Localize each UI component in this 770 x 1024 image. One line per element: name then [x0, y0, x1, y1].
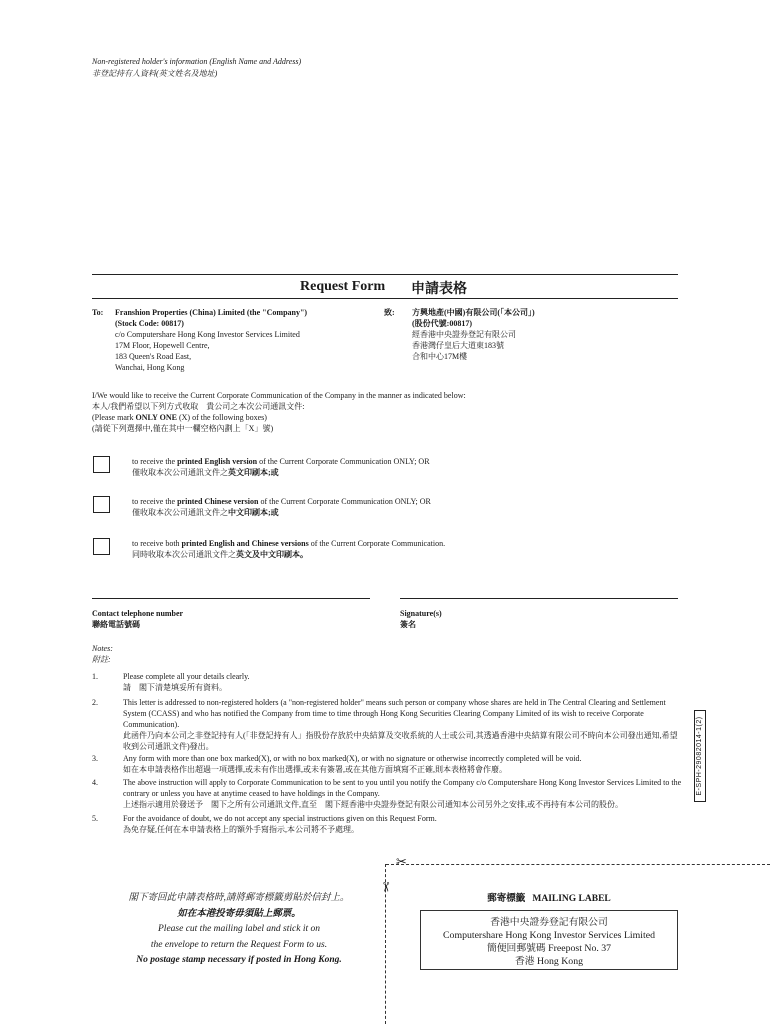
note-5 [123, 813, 683, 835]
option-both-zh-pre: 同時收取本次公司通訊文件之 [132, 550, 236, 559]
to-line-registrar: c/o Computershare Hong Kong Investor Services Limited [115, 330, 300, 339]
signature-line[interactable] [400, 598, 678, 599]
title-top-rule [92, 274, 678, 275]
option-english-pre: to receive the [132, 457, 178, 466]
note-2 [123, 697, 683, 752]
intro-line1-en: I/We would like to receive the Current Corporate Communication of the Company in the manner as indicated below: [92, 391, 466, 400]
mailing-instructions-en2: the envelope to return the Request Form to us. [150, 939, 328, 950]
mailing-label-title-en: MAILING LABEL [532, 894, 611, 904]
note-2-zh: 此函件乃向本公司之非登記持有人(「非登記持有人」指股份存放於中央結算及交收系統的人士或公司,其透過香港中央結算有限公司不時向本公司發出通知,希望收到公司通訊文件)發出。 [123, 731, 678, 751]
intro-line2-bold: ONLY ONE [135, 413, 177, 422]
cut-line-horizontal [386, 864, 770, 865]
to-zh-street: 香港灣仔皇后大道東183號 [412, 341, 504, 350]
note-3-en: Any form with more than one box marked(X), or with no box marked(X), or with no signature or otherwise incorrectly completed will be void. [123, 754, 582, 763]
holder-info-en: Non-registered holder's information (English Name and Address) [92, 57, 302, 66]
intro-line2 [92, 412, 692, 423]
contact-phone-label-zh: 聯絡電話號碼 [92, 620, 140, 629]
side-code: E-SPH-29082014-1(2) [694, 710, 706, 802]
to-label-zh: 致: [384, 308, 395, 317]
contact-phone-label [92, 608, 183, 630]
intro-line2-post: (X) of the following boxes) [176, 413, 267, 422]
mailing-label-line3: 簡便回郵號碼 Freepost No. 37 [486, 943, 612, 954]
note-4-num: 4. [92, 778, 98, 787]
option-both-zh-bold: 英文及中文印刷本。 [236, 550, 308, 559]
intro-line1-zh: 本人/我們希望以下列方式收取 貴公司之本次公司通訊文件: [92, 402, 305, 411]
note-2-num: 2. [92, 698, 98, 707]
mailing-label-address [421, 911, 677, 968]
note-1 [123, 671, 683, 693]
note-4 [123, 777, 683, 810]
option-english-post: of the Current Corporate Communication ONLY; OR [257, 457, 430, 466]
mailing-label-title [420, 893, 678, 905]
note-4-en: The above instruction will apply to Corporate Communication to be sent to you until you notify the Company c/o Computershare Hong Kong Investor Services Limited to the contrary or unless you have at anytime ceased to have holdings in the Company. [123, 778, 682, 798]
option-chinese-zh [132, 507, 652, 518]
note-4-zh: 上述指示適用於發送予 閣下之所有公司通訊文件,直至 閣下經香港中央證券登記有限公司通知本公司另外之安排,或不再持有本公司的股份。 [123, 800, 623, 809]
signature-label [400, 608, 442, 630]
note-3-zh: 如在本申請表格作出超過一項選擇,或未有作出選擇,或未有簽署,或在其他方面填寫不正確,則本表格將會作廢。 [123, 765, 507, 774]
mailing-label-line2: Computershare Hong Kong Investor Services Limited [443, 930, 655, 941]
option-chinese-checkbox[interactable] [93, 496, 110, 513]
notes-title [92, 643, 113, 665]
title-bottom-rule [92, 298, 678, 299]
to-zh-stock-code: (股份代號:00817) [412, 319, 472, 328]
option-both-en [132, 538, 652, 549]
option-english-zh [132, 467, 652, 478]
mailing-label-line1: 香港中央證券登記有限公司 [490, 917, 608, 928]
holder-info-zh: 非登記持有人資料(英文姓名及地址) [92, 69, 218, 78]
option-both-bold: printed English and Chinese versions [181, 539, 309, 548]
to-line-floor: 17M Floor, Hopewell Centre, [115, 341, 210, 350]
note-5-en: For the avoidance of doubt, we do not accept any special instructions given on this Request Form. [123, 814, 437, 823]
option-english-zh-pre: 僅收取本次公司通訊文件之 [132, 468, 228, 477]
option-english-en [132, 456, 652, 467]
signature-label-zh: 簽名 [400, 620, 416, 629]
intro-line2-pre: (Please mark [92, 413, 136, 422]
option-english [132, 456, 652, 478]
note-5-num: 5. [92, 814, 98, 823]
mailing-label-title-zh: 郵寄標籤 [487, 894, 526, 904]
option-chinese-en [132, 496, 652, 507]
option-chinese-zh-pre: 僅收取本次公司通訊文件之 [132, 508, 228, 517]
intro-line3-zh: (請從下列選擇中,僅在其中一欄空格內劃上「X」號) [92, 424, 274, 433]
to-address-en [115, 307, 385, 373]
option-chinese-bold: printed Chinese version [177, 497, 259, 506]
option-chinese-zh-bold: 中文印刷本;或 [228, 508, 279, 517]
to-line-city: Wanchai, Hong Kong [115, 363, 185, 372]
contact-phone-line[interactable] [92, 598, 370, 599]
option-chinese-pre: to receive the [132, 497, 178, 506]
note-3-num: 3. [92, 754, 98, 763]
note-1-num: 1. [92, 672, 98, 681]
note-1-zh: 請 閣下清楚填妥所有資料。 [123, 683, 227, 692]
mailing-label-box [420, 910, 678, 970]
note-1-en: Please complete all your details clearly. [123, 672, 250, 681]
option-both-pre: to receive both [132, 539, 182, 548]
to-label-en: To: [92, 308, 104, 317]
option-both-zh [132, 549, 652, 560]
to-zh-registrar: 經香港中央證券登記有限公司 [412, 330, 516, 339]
mailing-instructions [96, 891, 382, 969]
title-en: Request Form [300, 279, 386, 294]
option-both [132, 538, 652, 560]
to-zh-company: 方興地產(中國)有限公司(「本公司」) [412, 308, 535, 317]
to-line-stock-code: (Stock Code: 00817) [115, 319, 184, 328]
mailing-label-line4: 香港 Hong Kong [514, 956, 584, 967]
to-address-zh [412, 307, 682, 362]
mailing-instructions-zh2: 如在本港投寄毋須貼上郵票。 [177, 908, 301, 919]
scissors-icon: ✂ [377, 881, 393, 893]
option-english-zh-bold: 英文印刷本;或 [228, 468, 279, 477]
note-2-en: This letter is addressed to non-registered holders (a "non-registered holder" means such person or company whose shares are held in The Central Clearing and Settlement System (CCASS) and who has notified the Company from time to time through Hong Kong Securities Clearing Company Limited of its wish to receive Corporate Communication). [123, 698, 666, 729]
option-both-checkbox[interactable] [93, 538, 110, 555]
mailing-instructions-zh1: 閣下寄回此申請表格時,請將郵寄標籤剪貼於信封上。 [128, 893, 350, 903]
to-line-company: Franshion Properties (China) Limited (the "Company") [115, 308, 308, 317]
note-3 [123, 753, 683, 775]
to-zh-floor: 合和中心17M樓 [412, 352, 468, 361]
option-chinese [132, 496, 652, 518]
notes-title-en: Notes: [92, 644, 113, 653]
notes-title-zh: 附註: [92, 655, 111, 664]
mailing-instructions-en1: Please cut the mailing label and stick it on [158, 924, 320, 934]
to-line-street: 183 Queen's Road East, [115, 352, 192, 361]
contact-phone-label-en: Contact telephone number [92, 609, 184, 618]
option-chinese-post: of the Current Corporate Communication ONLY; OR [258, 497, 431, 506]
option-both-post: of the Current Corporate Communication. [308, 539, 446, 548]
title-zh: 申請表格 [411, 282, 467, 297]
option-english-bold: printed English version [177, 457, 258, 466]
mailing-instructions-en3: No postage stamp necessary if posted in Hong Kong. [136, 955, 342, 965]
intro-block [92, 390, 692, 434]
scissors-icon: ✂ [396, 855, 407, 870]
note-5-zh: 為免存疑,任何在本申請表格上的額外手寫指示,本公司將不予處理。 [123, 825, 359, 834]
option-english-checkbox[interactable] [93, 456, 110, 473]
signature-label-en: Signature(s) [400, 609, 442, 618]
